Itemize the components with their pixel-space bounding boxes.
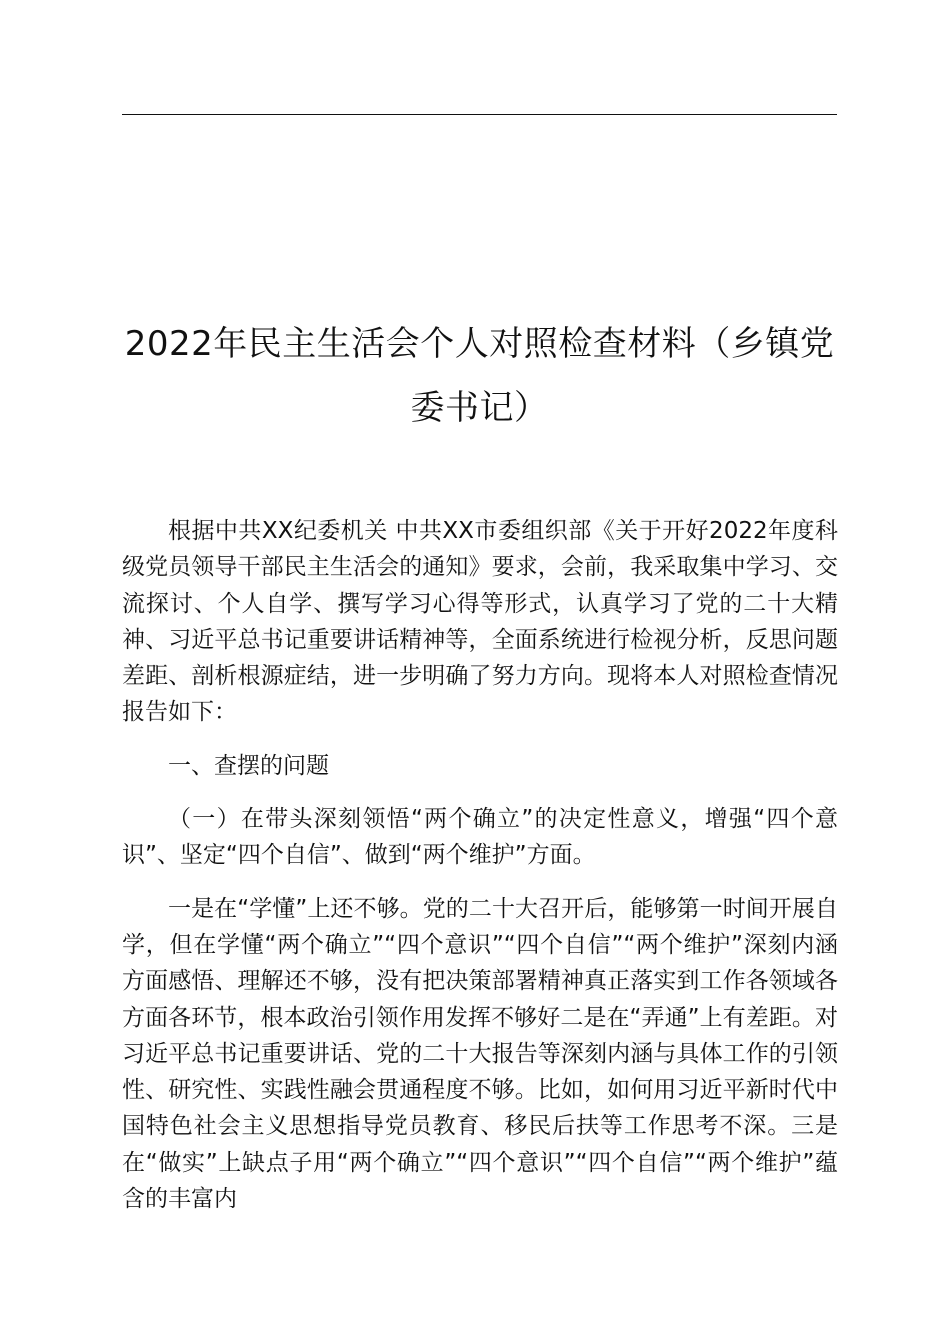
body-paragraph: 一是在“学懂”上还不够。党的二十大召开后，能够第一时间开展自学，但在学懂“两个确立”“四个意识”“四个自信”“两个维护”深刻内涵方面感悟、理解还不够，没有把决策部署精神真正落实到工作各领域各方面各环节，根本政治引领作用发挥不够好二是在“弄通”上有差距。对习近平总书记重要讲话、党的二十大报告等深刻内涵与具体工作的引领性、研究性、实践性融会贯通程度不够。比如，如何用习近平新时代中国特色社会主义思想指导党员教育、移民后扶等工作思考不深。三是在“做实”上缺点子用“两个确立”“四个意识”“四个自信”“两个维护”蕴含的丰富内 (122, 895, 838, 1213)
section-heading: 一、查摆的问题 (168, 752, 329, 779)
header-rule (122, 114, 837, 115)
document-body (122, 513, 838, 1234)
intro-paragraph: 根据中共XX纪委机关 中共XX市委组织部《关于开好2022年度科级党员领导干部民主生活会的通知》要求，会前，我采取集中学习、交流探讨、个人自学、撰写学习心得等形式，认真学习了党的二十大精神、习近平总书记重要讲话精神等，全面系统进行检视分析，反思问题差距、剖析根源症结，进一步明确了努力方向。现将本人对照检查情况报告如下： (122, 518, 838, 726)
document-title: 2022年民主生活会个人对照检查材料（乡镇党委书记） (124, 324, 835, 428)
subsection-heading: （一）在带头深刻领悟“两个确立”的决定性意义，增强“四个意识”、坚定“四个自信”、做到“两个维护”方面。 (122, 806, 838, 869)
